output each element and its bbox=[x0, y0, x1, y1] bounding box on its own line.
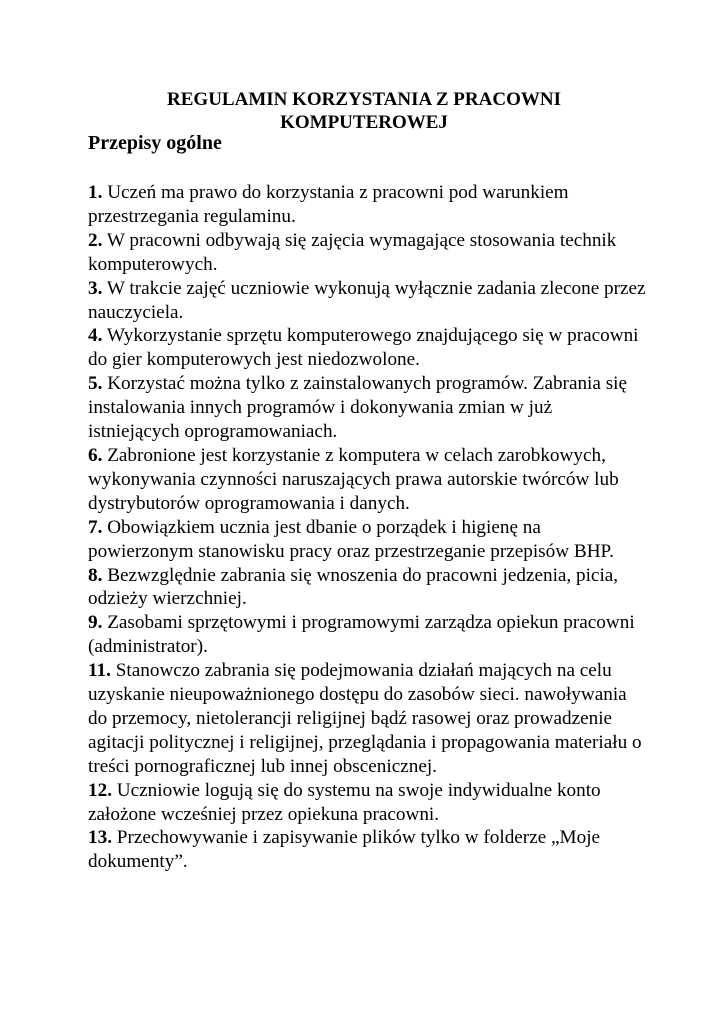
section-heading: Przepisy ogólne bbox=[88, 132, 222, 154]
rule-item bbox=[88, 444, 648, 516]
rule-number: 13. bbox=[88, 827, 112, 849]
rule-text: Uczeń ma prawo do korzystania z pracowni pod warunkiem przestrzegania regulaminu. bbox=[88, 182, 569, 227]
rule-text: W trakcie zajęć uczniowie wykonują wyłącznie zadania zlecone przez nauczyciela. bbox=[88, 277, 646, 323]
rule-item bbox=[88, 659, 648, 779]
rule-item bbox=[88, 826, 648, 874]
rule-text: Uczniowie logują się do systemu na swoje indywidualne konto założone wcześniej przez opiekuna pracowni. bbox=[88, 779, 601, 825]
rule-item bbox=[88, 277, 648, 325]
rule-text: Bezwzględnie zabrania się wnoszenia do pracowni jedzenia, picia, odzieży wierzchniej. bbox=[88, 564, 619, 610]
rule-number: 4. bbox=[88, 325, 103, 347]
rule-item bbox=[88, 324, 648, 372]
rule-item bbox=[88, 779, 648, 827]
rule-item bbox=[88, 372, 648, 444]
rule-number: 7. bbox=[88, 516, 103, 538]
rule-text: Korzystać można tylko z zainstalowanych programów. Zabrania się instalowania innych programów i dokonywania zmian w już istniejących oprogramowaniach. bbox=[88, 373, 628, 443]
rule-number: 3. bbox=[88, 277, 103, 299]
rule-number: 2. bbox=[88, 229, 103, 251]
rule-number: 9. bbox=[88, 612, 103, 634]
rules-list bbox=[88, 181, 648, 874]
rule-text: Przechowywanie i zapisywanie plików tylko w folderze „Moje dokumenty”. bbox=[88, 827, 601, 873]
rule-item bbox=[88, 229, 648, 277]
rule-number: 5. bbox=[88, 373, 103, 395]
rule-number: 11. bbox=[88, 660, 111, 682]
rule-number: 12. bbox=[88, 779, 112, 801]
rule-item bbox=[88, 516, 648, 564]
rule-number: 8. bbox=[88, 564, 103, 586]
rule-number: 6. bbox=[88, 444, 103, 466]
rule-number: 1. bbox=[88, 182, 103, 203]
rule-text: Wykorzystanie sprzętu komputerowego znajdującego się w pracowni do gier komputerowych jest niedozwolone. bbox=[88, 325, 639, 371]
rule-text: Zasobami sprzętowymi i programowymi zarządza opiekun pracowni (administrator). bbox=[88, 612, 635, 658]
rule-item bbox=[88, 611, 648, 659]
document-title: REGULAMIN KORZYSTANIA Z PRACOWNI KOMPUTEROWEJ bbox=[167, 89, 561, 133]
rule-text: Obowiązkiem ucznia jest dbanie o porządek i higienę na powierzonym stanowisku pracy oraz przestrzeganie przepisów BHP. bbox=[88, 516, 614, 562]
rule-text: Zabronione jest korzystanie z komputera w celach zarobkowych, wykonywania czynności naruszających prawa autorskie twórców lub dystrybutorów oprogramowania i danych. bbox=[88, 444, 619, 514]
rule-text: Stanowczo zabrania się podejmowania działań mających na celu uzyskanie nieupoważnionego dostępu do zasobów sieci. nawoływania do przemocy, nietolerancji religijnej bądź rasowej oraz prowadzenie agitacji politycznej i religijnej, przeglądania i propagowania materiału o treści pornograficznej lub innej obscenicznej. bbox=[88, 660, 642, 777]
rule-item bbox=[88, 564, 648, 612]
rule-item bbox=[88, 181, 648, 229]
rule-text: W pracowni odbywają się zajęcia wymagające stosowania technik komputerowych. bbox=[88, 229, 617, 275]
